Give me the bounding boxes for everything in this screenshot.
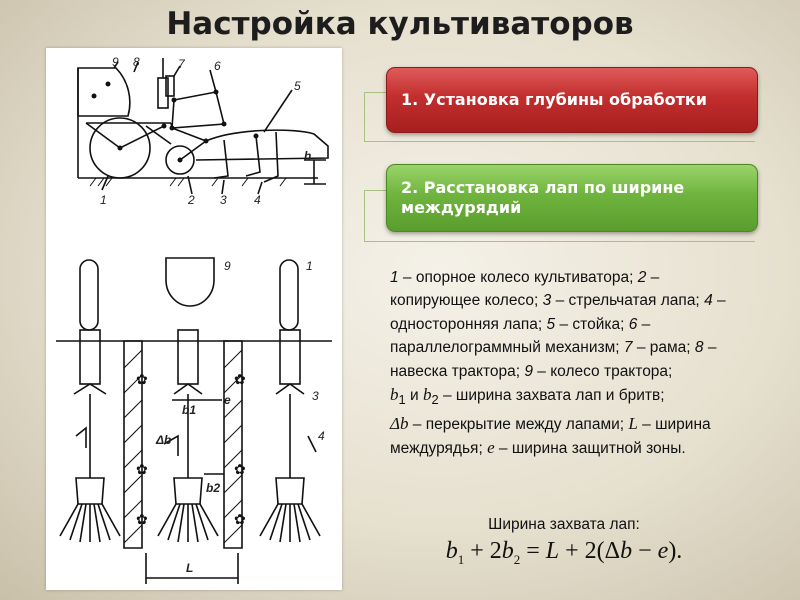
plan-view xyxy=(56,258,332,584)
legend-text-6: – параллелограммный механизм; xyxy=(390,315,651,357)
legend-text-2: – копирующее колесо; xyxy=(390,269,660,310)
svg-text:✿: ✿ xyxy=(136,462,148,478)
formula-equals: = xyxy=(520,538,546,564)
delta-b-symbol: Δb xyxy=(390,413,409,433)
formula-L: L xyxy=(545,538,560,564)
b1-symbol: b xyxy=(390,385,399,405)
e-definition: – ширина защитной зоны. xyxy=(494,439,686,457)
b2-subscript: 2 xyxy=(431,392,439,408)
formula-b1: b xyxy=(445,538,458,564)
label-L: L xyxy=(186,561,194,575)
label-delta-b: Δb xyxy=(156,433,172,447)
b1-subscript: 1 xyxy=(398,392,406,408)
formula-b2: b xyxy=(501,538,514,564)
label-b1: b1 xyxy=(182,403,197,417)
svg-text:✿: ✿ xyxy=(136,372,148,388)
depth-setting-label: 1. Установка глубины обработки xyxy=(401,90,707,109)
spacing-setting-button[interactable] xyxy=(386,164,758,232)
label-b2: b2 xyxy=(206,481,221,495)
legend-text-4: – односторонняя лапа; xyxy=(390,292,726,333)
label-8: 8 xyxy=(133,55,140,69)
label-1-bottom: 1 xyxy=(306,259,313,273)
legend-num-3: 3 xyxy=(542,292,552,310)
formula-sub1: 1 xyxy=(457,551,465,567)
legend-text-8: – навеска трактора; xyxy=(390,339,717,380)
legend-text-1: – опорное колесо культиватора; xyxy=(398,269,638,286)
label-3-bottom: 3 xyxy=(312,389,319,403)
legend-num-8: 8 xyxy=(694,339,704,357)
label-4-bottom: 4 xyxy=(318,429,325,443)
label-h: h xyxy=(304,149,312,163)
label-1-top: 1 xyxy=(100,193,107,207)
and-word: и xyxy=(405,387,423,405)
label-2: 2 xyxy=(188,193,195,207)
b-definition: – ширина захвата лап и бритв; xyxy=(438,387,665,405)
svg-text:✿: ✿ xyxy=(234,462,246,478)
legend-num-9: 9 xyxy=(524,362,533,380)
side-view xyxy=(78,58,328,194)
cultivator-diagram xyxy=(46,48,342,590)
label-5: 5 xyxy=(294,79,301,93)
legend-num-2: 2 xyxy=(637,269,647,286)
formula-e: e xyxy=(657,538,669,564)
svg-text:✿: ✿ xyxy=(234,512,246,528)
L-symbol: L xyxy=(628,413,638,433)
legend-text-3: – стрельчатая лапа; xyxy=(551,292,705,310)
label-7: 7 xyxy=(178,57,185,71)
cultivator-schematic xyxy=(46,48,342,590)
legend-text-9: – колесо трактора; xyxy=(532,362,673,380)
formula-caption: Ширина захвата лап: xyxy=(488,516,640,533)
formula-b: b xyxy=(620,538,633,564)
formula-sub2: 2 xyxy=(513,551,521,567)
formula-minus: − xyxy=(632,538,658,564)
joint-dots xyxy=(92,82,259,163)
e-symbol: e xyxy=(487,437,495,457)
label-e: e xyxy=(224,393,231,407)
slide-title: Настройка культиваторов xyxy=(166,6,634,42)
legend-num-7: 7 xyxy=(623,339,633,357)
svg-text:✿: ✿ xyxy=(136,512,148,528)
delta-b-definition: – перекрытие между лапами; xyxy=(408,415,629,433)
depth-setting-button[interactable] xyxy=(386,67,758,133)
label-9-top: 9 xyxy=(112,55,119,69)
legend-num-6: 6 xyxy=(628,315,638,333)
legend-text-7: – рама; xyxy=(632,339,695,357)
label-6: 6 xyxy=(214,59,221,73)
formula-close: ). xyxy=(668,538,683,564)
formula xyxy=(390,538,738,568)
legend-num-5: 5 xyxy=(546,315,556,333)
legend-num-4: 4 xyxy=(704,292,713,310)
label-4-top: 4 xyxy=(254,193,261,207)
label-3-top: 3 xyxy=(220,193,227,207)
legend-num-1: 1 xyxy=(390,269,399,286)
label-9-bottom: 9 xyxy=(224,259,231,273)
spacing-setting-label: 2. Расстановка лап по ширине междурядий xyxy=(401,178,685,217)
b2-symbol: b xyxy=(422,385,432,405)
svg-text:✿: ✿ xyxy=(234,372,246,388)
legend-text xyxy=(390,266,738,460)
legend-text-5: – стойка; xyxy=(555,315,629,333)
formula-plus-2: + 2 xyxy=(464,538,502,564)
L-definition: – ширина междурядья; xyxy=(390,415,711,457)
formula-plus-2-delta: + 2(Δ xyxy=(559,538,621,564)
